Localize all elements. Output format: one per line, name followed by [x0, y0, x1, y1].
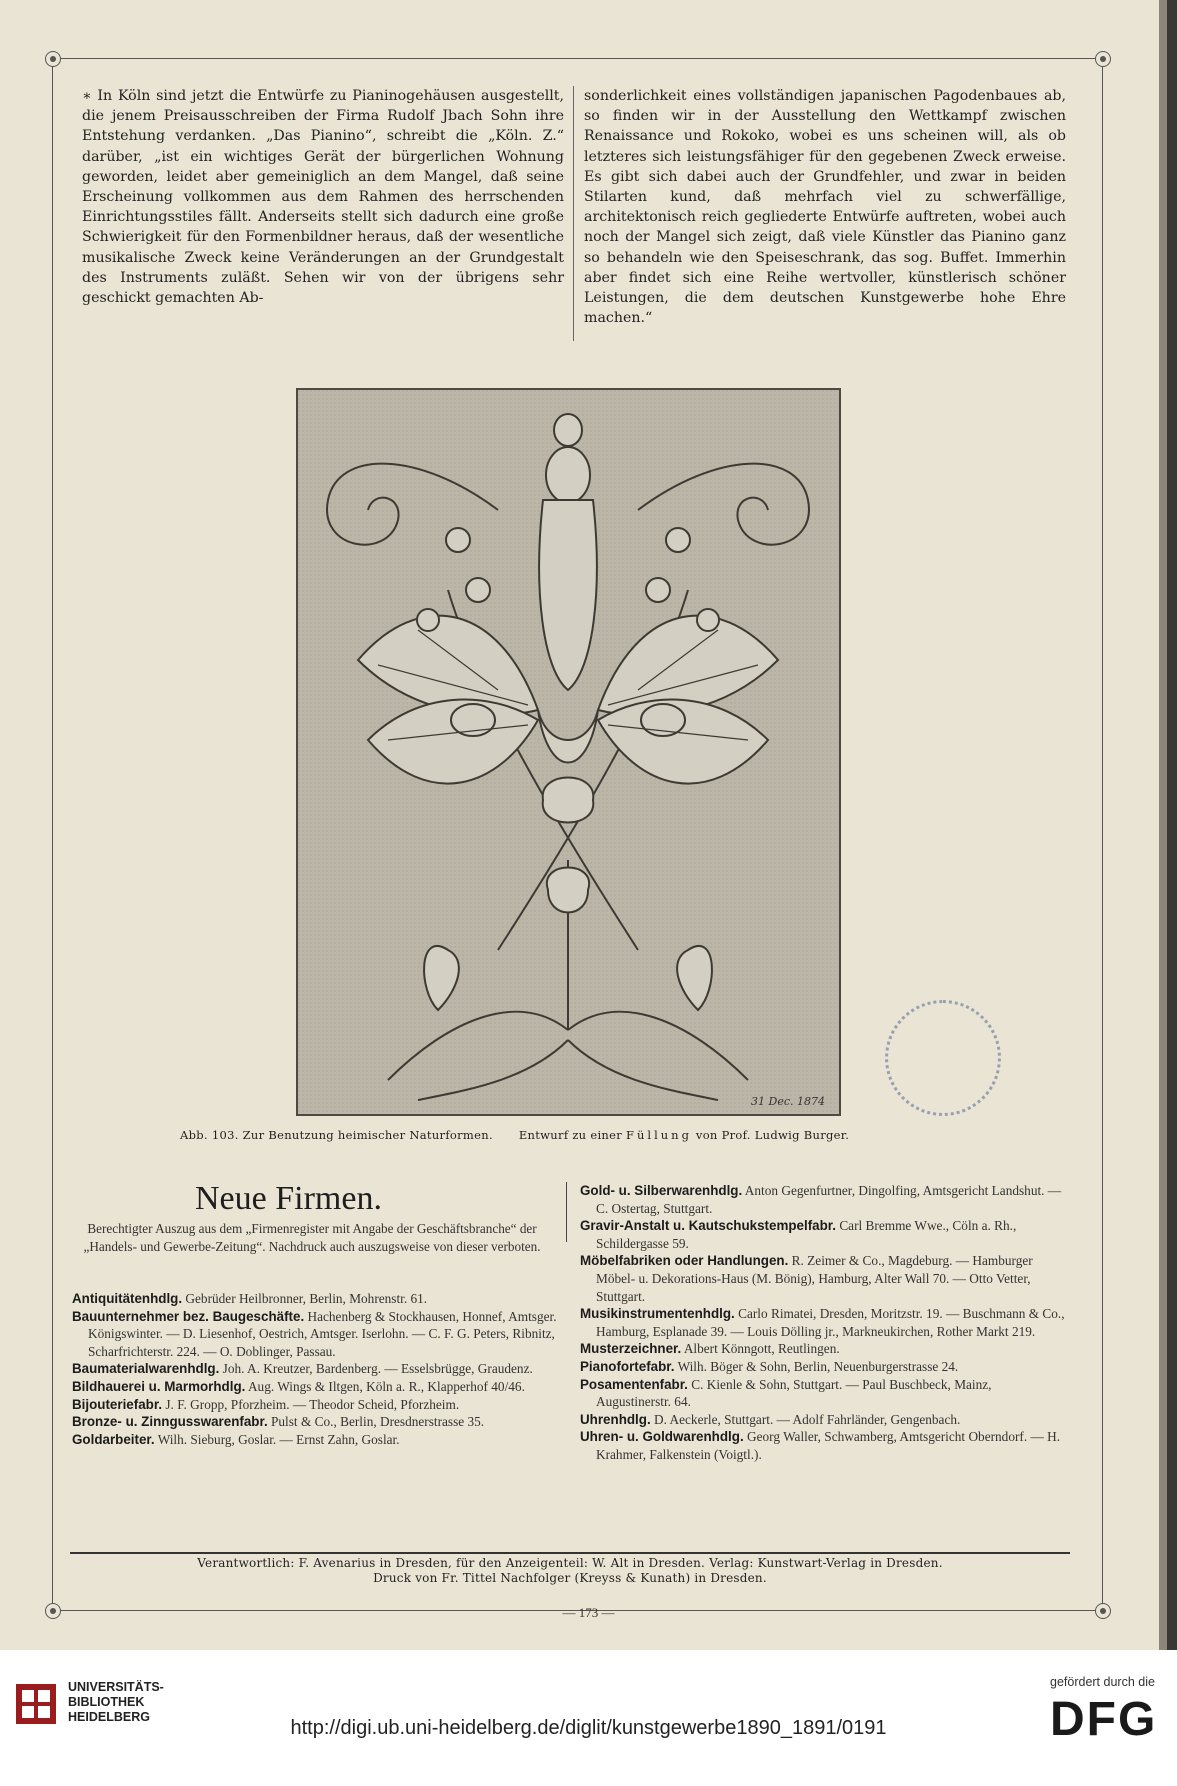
library-stamp-icon — [885, 1000, 1001, 1116]
page-number: — 173 — — [562, 1605, 615, 1620]
entry-key: Antiquitätenhdlg. — [72, 1291, 183, 1306]
caption-right-b: von Prof. Ludwig Burger. — [695, 1128, 850, 1142]
entry-text: R. Zeimer & Co., Magdeburg. — Hamburger Möbel- u. Dekorations-Haus (M. Bönig), Hamburg, Alter Wall 70. — Otto Vetter, Stuttgart. — [596, 1253, 1033, 1304]
list-item — [580, 1376, 1067, 1411]
list-item — [580, 1340, 1067, 1358]
entry-text: Carl Bremme Wwe., Cöln a. Rh., Schildergasse 59. — [596, 1218, 1017, 1251]
corner-ornament-icon — [1095, 51, 1111, 67]
list-item — [580, 1305, 1067, 1340]
figure-caption — [180, 1128, 980, 1142]
page-edge — [1167, 0, 1177, 1650]
entry-key: Bildhauerei u. Marmorhdlg. — [72, 1378, 246, 1394]
list-item — [580, 1217, 1067, 1252]
imprint — [70, 1556, 1070, 1586]
entry-key: Baumaterialwarenhdlg. — [72, 1361, 220, 1377]
column-divider — [573, 86, 574, 341]
entry-key: Gold- u. Silberwarenhdlg. — [580, 1183, 743, 1198]
list-item — [580, 1428, 1067, 1463]
firm-list-left — [72, 1290, 558, 1448]
butterfly-insect-ornament-illustration — [298, 390, 839, 1114]
entry-key: Posamentenfabr. — [580, 1376, 688, 1392]
list-item — [72, 1290, 558, 1308]
list-item — [72, 1396, 558, 1414]
uni-line-1: UNIVERSITÄTS- — [68, 1680, 164, 1694]
entry-text: Wilh. Böger & Sohn, Berlin, Neuenburgerstrasse 24. — [677, 1358, 959, 1374]
entry-key: Bijouteriefabr. — [72, 1396, 163, 1412]
entry-key: Musikinstrumentenhdlg. — [580, 1306, 735, 1322]
list-item — [72, 1431, 558, 1449]
section-intro: Berechtigter Auszug aus dem „Firmenregister mit Angabe der Geschäftsbranche“ der „Handels- und Gewerbe-Zeitung“. Nachdruck auch auszugsweise von dieser verboten. — [83, 1221, 541, 1254]
caption-right-a: Entwurf zu einer — [518, 1128, 623, 1142]
dfg-logo: DFG — [1050, 1693, 1158, 1746]
article-right-column: sonderlichkeit eines vollständigen japanischen Pagodenbaues ab, so finden wir in der Ausstellung den Wettkampf zwischen Renaissance und Rokoko, wobei es uns scheinen will, als ob letzteres sich leistungsfähiger für den gegebenen Zweck erweise. Es gibt sich dabei auch der Grundfehler, und zwar in beiden Stilarten kund, daß mehrfach viel zu schwerfällige, architektonisch reich gegliederte Entwürfe auftreten, wobei auch noch der Mangel sich zeigt, daß viele Künstler das Pianino ganz so behandeln wie den Speiseschrank, das sog. Buffet. Immerhin aber findet sich eine Reihe wertvoller, künstlerisch schöner Leistungen, die dem deutschen Kunstgewerbe hohe Ehre machen.“ — [584, 88, 1066, 327]
article-left-column: ∗ In Köln sind jetzt die Entwürfe zu Pianinogehäusen ausgestellt, die jenem Preisausschreiben der Firma Rudolf Jbach Sohn ihre Entstehung verdanken. „Das Pianino“, schreibt die „Köln. Z.“ darüber, „ist ein wichtiges Gerät der bürgerlichen Wohnung geworden, leidet aber gemeiniglich an dem Mangel, daß seine Erscheinung vollkommen aus dem Rahmen des herrschenden Einrichtungsstiles fällt. Anderseits stellt sich dadurch eine große Schwierigkeit für den Formenbildner heraus, daß der wesentliche musikalische Zweck keine Veränderungen an der Grundgestalt des Instruments zuläßt. Sehen wir von der übrigens sehr geschickt gemachten Ab- — [82, 88, 564, 307]
list-item — [580, 1411, 1067, 1429]
uni-line-3: HEIDELBERG — [68, 1710, 150, 1724]
entry-key: Uhren- u. Goldwarenhdlg. — [580, 1429, 744, 1445]
caption-right-spaced: Füllung — [626, 1128, 692, 1142]
entry-key: Pianofortefabr. — [580, 1358, 675, 1374]
entry-key: Musterzeichner. — [580, 1341, 682, 1357]
frame-left — [52, 58, 53, 1610]
entry-text: Joh. A. Kreutzer, Bardenberg. — Esselsbrügge, Graudenz. — [222, 1361, 533, 1377]
entry-text: C. Kienle & Sohn, Stuttgart. — Paul Buschbeck, Mainz, Augustinerstr. 64. — [596, 1376, 992, 1410]
funded-by-label: gefördert durch die — [1050, 1675, 1155, 1689]
footer-rule — [70, 1552, 1070, 1554]
frame-top — [52, 58, 1102, 59]
list-item — [580, 1182, 1067, 1217]
permalink-url[interactable]: http://digi.ub.uni-heidelberg.de/diglit/kunstgewerbe1890_1891/0191 — [290, 1717, 887, 1739]
corner-ornament-icon — [45, 51, 61, 67]
list-item — [580, 1358, 1067, 1376]
entry-text: D. Aeckerle, Stuttgart. — Adolf Fahrländer, Gengenbach. — [654, 1411, 961, 1427]
frame-right — [1102, 58, 1103, 1610]
page-edge-shadow — [1159, 0, 1167, 1650]
entry-key: Bronze- u. Zinngusswarenfabr. — [72, 1414, 268, 1430]
firm-list-right — [580, 1182, 1067, 1464]
entry-text: Carlo Rimatei, Dresden, Moritzstr. 19. — Buschmann & Co., Hamburg, Esplanade 39. — Louis Dölling jr., Markneukirchen, Rother Markt 219. — [596, 1306, 1065, 1339]
imprint-line-2: Druck von Fr. Tittel Nachfolger (Kreyss & Kunath) in Dresden. — [373, 1571, 767, 1585]
list-item — [580, 1252, 1067, 1305]
entry-key: Möbelfabriken oder Handlungen. — [580, 1253, 789, 1269]
imprint-line-1: Verantwortlich: F. Avenarius in Dresden, für den Anzeigenteil: W. Alt in Dresden. Verlag: Kunstwart-Verlag in Dresden. — [197, 1556, 943, 1570]
entry-text: Gebrüder Heilbronner, Berlin, Mohrenstr. 61. — [185, 1291, 428, 1306]
entry-key: Bauunternehmer bez. Baugeschäfte. — [72, 1308, 305, 1324]
list-divider — [566, 1182, 567, 1242]
entry-text: Albert Könngott, Reutlingen. — [683, 1341, 840, 1357]
caption-left: Abb. 103. Zur Benutzung heimischer Naturformen. — [180, 1128, 493, 1142]
list-item — [72, 1378, 558, 1396]
entry-key: Goldarbeiter. — [72, 1431, 155, 1447]
entry-key: Gravir-Anstalt u. Kautschukstempelfabr. — [580, 1218, 836, 1234]
figure-signature: 31 Dec. 1874 — [751, 1095, 825, 1108]
entry-text: Wilh. Sieburg, Goslar. — Ernst Zahn, Goslar. — [157, 1431, 400, 1447]
section-title: Neue Firmen. — [195, 1180, 382, 1217]
entry-text: Aug. Wings & Iltgen, Köln a. R., Klapperhof 40/46. — [247, 1378, 525, 1394]
entry-text: Pulst & Co., Berlin, Dresdnerstrasse 35. — [271, 1414, 485, 1430]
entry-text: Anton Gegenfurtner, Dingolfing, Amtsgericht Landshut. — C. Ostertag, Stuttgart. — [596, 1183, 1062, 1216]
entry-text: Georg Waller, Schwamberg, Amtsgericht Oberndorf. — H. Krahmer, Falkenstein (Voigtl.). — [596, 1429, 1061, 1462]
entry-text: Hachenberg & Stockhausen, Honnef, Amtsger. Königswinter. — D. Liesenhof, Oestrich, Amtsger. Iserlohn. — C. F. G. Peters, Ribnitz, Scharfrichterstr. 224. — O. Doblinger, Passau. — [88, 1308, 557, 1359]
entry-text: J. F. Gropp, Pforzheim. — Theodor Scheid, Pforzheim. — [165, 1396, 460, 1412]
list-item — [72, 1413, 558, 1431]
list-item — [72, 1308, 558, 1361]
entry-key: Uhrenhdlg. — [580, 1411, 651, 1427]
illustration-figure — [296, 388, 841, 1116]
uni-line-2: BIBLIOTHEK — [68, 1695, 145, 1709]
list-item — [72, 1360, 558, 1378]
